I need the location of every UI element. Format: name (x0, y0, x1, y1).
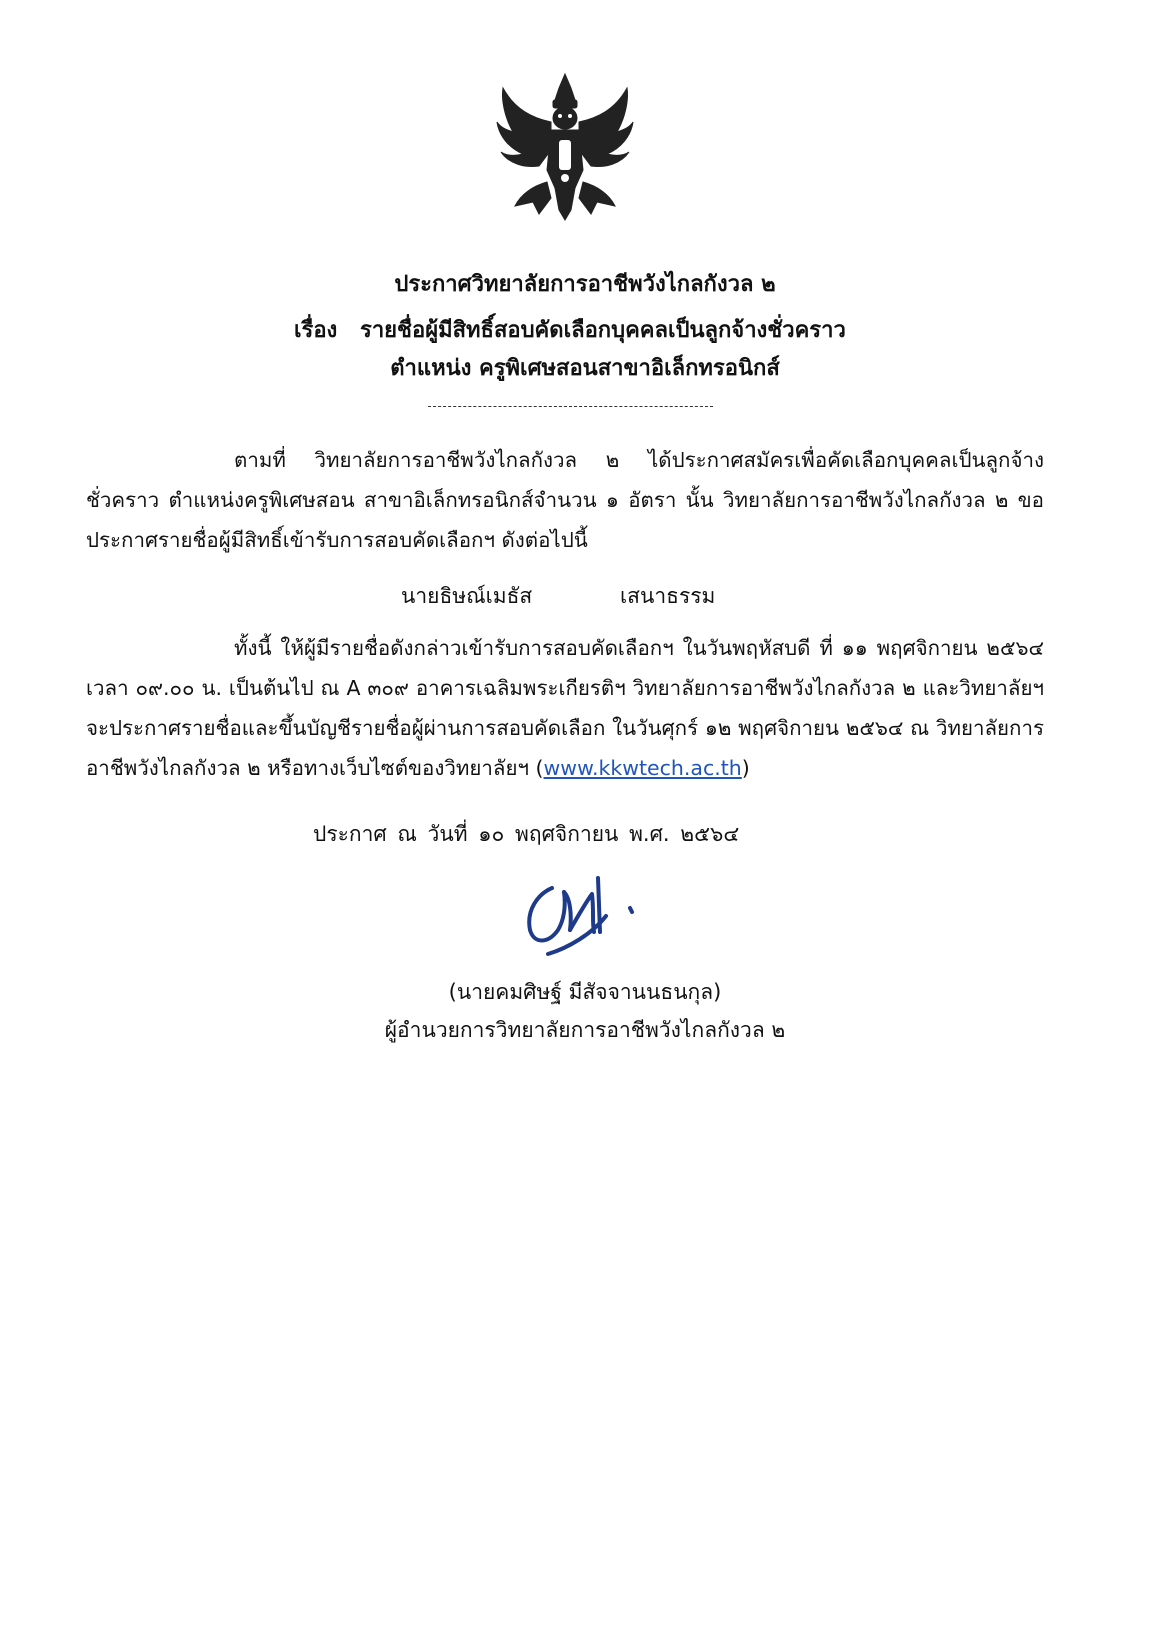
position-line: ตำแหน่ง ครูพิเศษสอนสาขาอิเล็กทรอนิกส์ (390, 356, 780, 381)
subject-label: เรื่อง (294, 318, 338, 343)
signer-name: (นายคมศิษฐ์ มีสัจจานนธนกุล) (448, 980, 722, 1004)
website-link[interactable]: www.kkwtech.ac.th (543, 756, 742, 780)
paragraph-intro (86, 440, 1044, 560)
candidate-first-name: นายธิษณ์เมธัส (401, 584, 533, 608)
subject-text: รายชื่อผู้มีสิทธิ์สอบคัดเลือกบุคคลเป็นลูกจ้างชั่วคราว (360, 318, 846, 343)
paragraph-schedule (86, 628, 1044, 788)
paragraph-schedule-close: ) (741, 756, 750, 780)
announcement-title: ประกาศวิทยาลัยการอาชีพวังไกลกังวล ๒ (394, 272, 776, 297)
signature-icon (508, 858, 668, 968)
header-divider (428, 406, 713, 407)
announcement-date: ประกาศ ณ วันที่ ๑๐ พฤศจิกายน พ.ศ. ๒๕๖๔ (313, 822, 740, 846)
garuda-emblem-icon (493, 70, 637, 228)
paragraph-schedule-text: ทั้งนี้ ให้ผู้มีรายชื่อดังกล่าวเข้ารับการสอบคัดเลือกฯ ในวันพฤหัสบดี ที่ ๑๑ พฤศจิกายน ๒๕๖๔ เวลา ๐๙.๐๐ น. เป็นต้นไป ณ A ๓๐๙ อาคารเฉลิมพระเกียรติฯ วิทยาลัยการอาชีพวังไกลกังวล ๒ และวิทยาลัยฯ จะประกาศรายชื่อและขึ้นบัญชีรายชื่อผู้ผ่านการสอบคัดเลือก ในวันศุกร์ ๑๒ พฤศจิกายน ๒๕๖๔ ณ วิทยาลัยการอาชีพวังไกลกังวล ๒ หรือทางเว็บไซต์ของวิทยาลัยฯ ( (86, 636, 1044, 780)
paragraph-intro-text: ตามที่ วิทยาลัยการอาชีพวังไกลกังวล ๒ ได้ประกาศสมัครเพื่อคัดเลือกบุคคลเป็นลูกจ้างชั่วคราว ตำแหน่งครูพิเศษสอน สาขาอิเล็กทรอนิกส์จำนวน ๑ อัตรา นั้น วิทยาลัยการอาชีพวังไกลกังวล ๒ ขอประกาศรายชื่อผู้มีสิทธิ์เข้ารับการสอบคัดเลือกฯ ดังต่อไปนี้ (86, 448, 1044, 552)
signer-title: ผู้อำนวยการวิทยาลัยการอาชีพวังไกลกังวล ๒ (384, 1018, 786, 1042)
candidate-last-name: เสนาธรรม (620, 584, 716, 608)
